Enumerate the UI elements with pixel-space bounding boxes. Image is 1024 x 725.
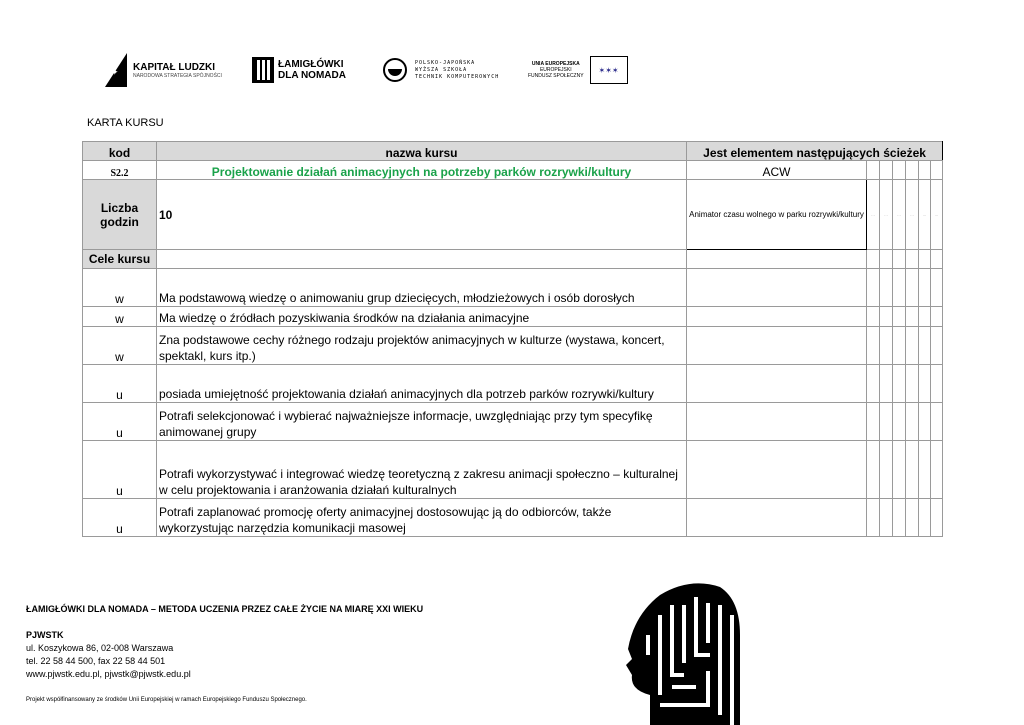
lamiglowki-line2: DLA NOMADA <box>278 70 346 81</box>
kapital-ludzki-sub: NARODOWA STRATEGIA SPÓJNOŚCI <box>133 72 222 79</box>
pjwstk-emblem-icon <box>383 58 407 82</box>
objective-row <box>83 307 943 327</box>
objective-text: Ma podstawową wiedzę o animowaniu grup dziecięcych, młodzieżowych i osób dorosłych <box>157 269 687 307</box>
header-sciezki: Jest elementem następujących ścieżek <box>687 142 943 161</box>
footer-phone: tel. 22 58 44 500, fax 22 58 44 501 <box>26 656 166 666</box>
pjwstk-line3: TECHNIK KOMPUTEROWYCH <box>415 73 500 80</box>
course-name: Projektowanie działań animacyjnych na potrzeby parków rozrywki/kultury <box>157 161 687 180</box>
header-nazwa: nazwa kursu <box>157 142 687 161</box>
objective-type: w <box>83 269 157 307</box>
hours-value: 10 <box>157 180 687 250</box>
ue-line2: EUROPEJSKI <box>539 67 572 73</box>
hours-row: Liczba godzin 10 Animator czasu wolnego w parku rozrywki/kultury … … … … … … <box>83 180 943 250</box>
objective-row <box>83 327 943 365</box>
objective-type: u <box>83 441 157 499</box>
objective-type: u <box>83 499 157 537</box>
maze-head-icon <box>620 575 740 725</box>
footer-web: www.pjwstk.edu.pl, pjwstk@pjwstk.edu.pl <box>26 669 191 679</box>
header-row <box>83 142 943 161</box>
objective-text: Potrafi zaplanować promocję oferty animacyjnej dostosowując ją do odbiorców, także wykorzystując narzędzia komunikacji masowej <box>157 499 687 537</box>
objective-type: u <box>83 365 157 403</box>
ue-logo <box>528 50 628 90</box>
goals-row <box>83 250 943 269</box>
pjwstk-line2: WYŻSZA SZKOŁA <box>415 66 468 73</box>
kapital-ludzki-icon: ✦ <box>105 51 127 89</box>
footer-title: ŁAMIGŁÓWKI DLA NOMADA – METODA UCZENIA PRZEZ CAŁE ŻYCIE NA MIARĘ XXI WIEKU <box>26 604 424 614</box>
objective-row <box>83 269 943 307</box>
objective-row <box>83 441 943 499</box>
objective-text: posiada umiejętność projektowania działań animacyjnych dla potrzeb parków rozrywki/kultury <box>157 365 687 403</box>
maze-icon <box>252 57 274 83</box>
pjwstk-logo <box>383 50 499 90</box>
objective-text: Zna podstawowe cechy różnego rodzaju projektów animacyjnych w kulturze (wystawa, koncert, spektakl, kurs itp.) <box>157 327 687 365</box>
header-kod: kod <box>83 142 157 161</box>
objective-row <box>83 403 943 441</box>
objective-text: Ma wiedzę o źródłach pozyskiwania środków na działania animacyjne <box>157 307 687 327</box>
kapital-ludzki-logo <box>105 50 222 90</box>
course-row <box>83 161 943 180</box>
kapital-ludzki-name: KAPITAŁ LUDZKI <box>133 61 216 73</box>
footer-note: Projekt współfinansowany ze środków Unii Europejskiej w ramach Europejskiego Funduszu Społecznego. <box>26 697 307 703</box>
ue-line1: UNIA EUROPEJSKA <box>531 61 580 67</box>
path-description: Animator czasu wolnego w parku rozrywki/kultury <box>687 180 867 250</box>
hours-label: Liczba godzin <box>83 180 157 250</box>
eu-flag-icon: ✶✶✶ <box>590 56 628 84</box>
course-path: ACW <box>687 161 867 180</box>
lamiglowki-logo <box>252 50 346 90</box>
course-table <box>82 141 943 537</box>
document-label: KARTA KURSU <box>87 117 164 129</box>
footer-address: ul. Koszykowa 86, 02-008 Warszawa <box>26 643 174 653</box>
footer <box>26 603 423 707</box>
logo-bar <box>100 50 630 90</box>
objective-text: Potrafi wykorzystywać i integrować wiedzę teoretyczną z zakresu animacji społeczno – kulturalnej w celu projektowania i aranżowania działań kulturalnych <box>157 441 687 499</box>
objective-row <box>83 365 943 403</box>
course-code: S2.2 <box>83 161 157 180</box>
ue-line3: FUNDUSZ SPOŁECZNY <box>528 73 584 79</box>
lamiglowki-line1: ŁAMIGŁÓWKI <box>278 59 344 70</box>
objective-type: u <box>83 403 157 441</box>
goals-label: Cele kursu <box>83 250 157 269</box>
objective-type: w <box>83 307 157 327</box>
objective-row <box>83 499 943 537</box>
objective-type: w <box>83 327 157 365</box>
footer-org: PJWSTK <box>26 630 64 640</box>
pjwstk-line1: POLSKO-JAPOŃSKA <box>415 59 476 66</box>
objective-text: Potrafi selekcjonować i wybierać najważniejsze informacje, uwzględniając przy tym specyfikę animowanej grupy <box>157 403 687 441</box>
